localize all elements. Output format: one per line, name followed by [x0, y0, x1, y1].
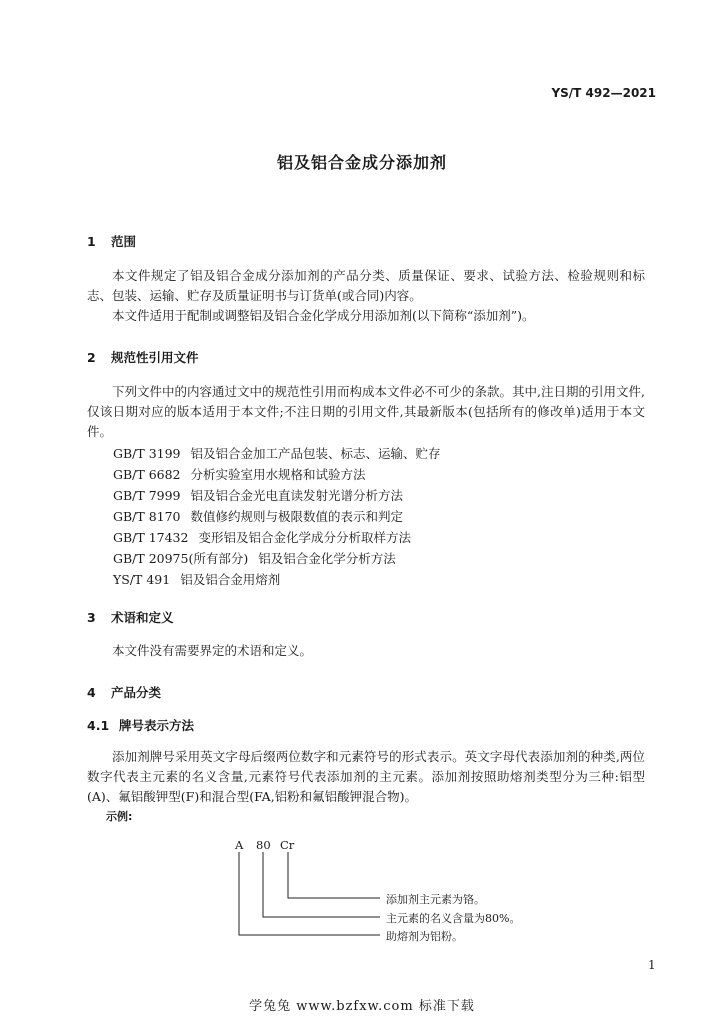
reference-title: 铝及铝合金化学分析方法: [258, 551, 396, 566]
reference-title: 铝及铝合金加工产品包装、标志、运输、贮存: [190, 446, 441, 461]
reference-code: GB/T 20975(所有部分): [113, 551, 249, 566]
label-main-element: 添加剂主元素为铬。: [386, 893, 485, 906]
section-title: 产品分类: [111, 685, 162, 700]
label-nominal-content: 主元素的名义含量为80%。: [386, 912, 521, 925]
designation-part-80: 80: [256, 838, 271, 852]
section-title: 范围: [111, 234, 137, 249]
paragraph: 本文件规定了铝及铝合金成分添加剂的产品分类、质量保证、要求、试验方法、检验规则和标志、包装、运输、贮存及质量证明书与订货单(或合同)内容。: [87, 268, 645, 303]
paragraph: 本文件没有需要界定的术语和定义。: [112, 643, 313, 658]
connector-line-cr: [288, 852, 380, 898]
page-number: 1: [648, 958, 656, 972]
section-title: 规范性引用文件: [111, 350, 199, 365]
paragraph: 本文件适用于配制或调整铝及铝合金化学成分用添加剂(以下简称“添加剂”)。: [112, 308, 535, 323]
section-title: 术语和定义: [111, 610, 174, 625]
connector-line-a: [239, 852, 380, 935]
document-title: 铝及铝合金成分添加剂: [276, 153, 447, 172]
label-flux-type: 助熔剂为铝粉。: [386, 930, 463, 943]
example-label: 示例:: [106, 810, 133, 823]
paragraph: 添加剂牌号采用英文字母后缀两位数字和元素符号的形式表示。英文字母代表添加剂的种类,两位数字代表主元素的名义含量,元素符号代表添加剂的主元素。添加剂按照助熔剂类型分为三种:铝型(A)、氟铝酸钾型(F)和混合型(FA,铝粉和氟铝酸钾混合物)。: [87, 749, 645, 804]
reference-title: 数值修约规则与极限数值的表示和判定: [190, 509, 404, 524]
connector-line-80: [263, 852, 380, 917]
section-number: 4: [87, 685, 96, 700]
reference-code: GB/T 8170: [113, 509, 181, 524]
section-number: 2: [87, 350, 96, 365]
standard-number: YS/T 492—2021: [551, 86, 656, 100]
reference-title: 变形铝及铝合金化学成分分析取样方法: [198, 530, 411, 545]
section-number: 3: [87, 610, 96, 625]
reference-code: GB/T 6682: [113, 467, 181, 482]
section-number: 1: [87, 234, 96, 249]
reference-code: GB/T 3199: [113, 446, 181, 461]
footer-watermark: 学兔兔 www.bzfxw.com 标准下载: [249, 999, 475, 1014]
reference-code: YS/T 491: [113, 572, 171, 587]
designation-part-a: A: [235, 838, 244, 852]
reference-title: 铝及铝合金光电直读发射光谱分析方法: [190, 488, 404, 503]
designation-part-cr: Cr: [280, 838, 295, 852]
reference-title: 分析实验室用水规格和试验方法: [190, 467, 366, 482]
reference-code: GB/T 17432: [113, 530, 189, 545]
paragraph: 下列文件中的内容通过文中的规范性引用而构成本文件必不可少的条款。其中,注日期的引用文件,仅该日期对应的版本适用于本文件;不注日期的引用文件,其最新版本(包括所有的修改单)适用于本文件。: [87, 384, 645, 439]
reference-code: GB/T 7999: [113, 488, 181, 503]
section-title: 牌号表示方法: [119, 718, 195, 733]
section-number: 4.1: [87, 718, 110, 733]
reference-title: 铝及铝合金用熔剂: [180, 572, 281, 587]
